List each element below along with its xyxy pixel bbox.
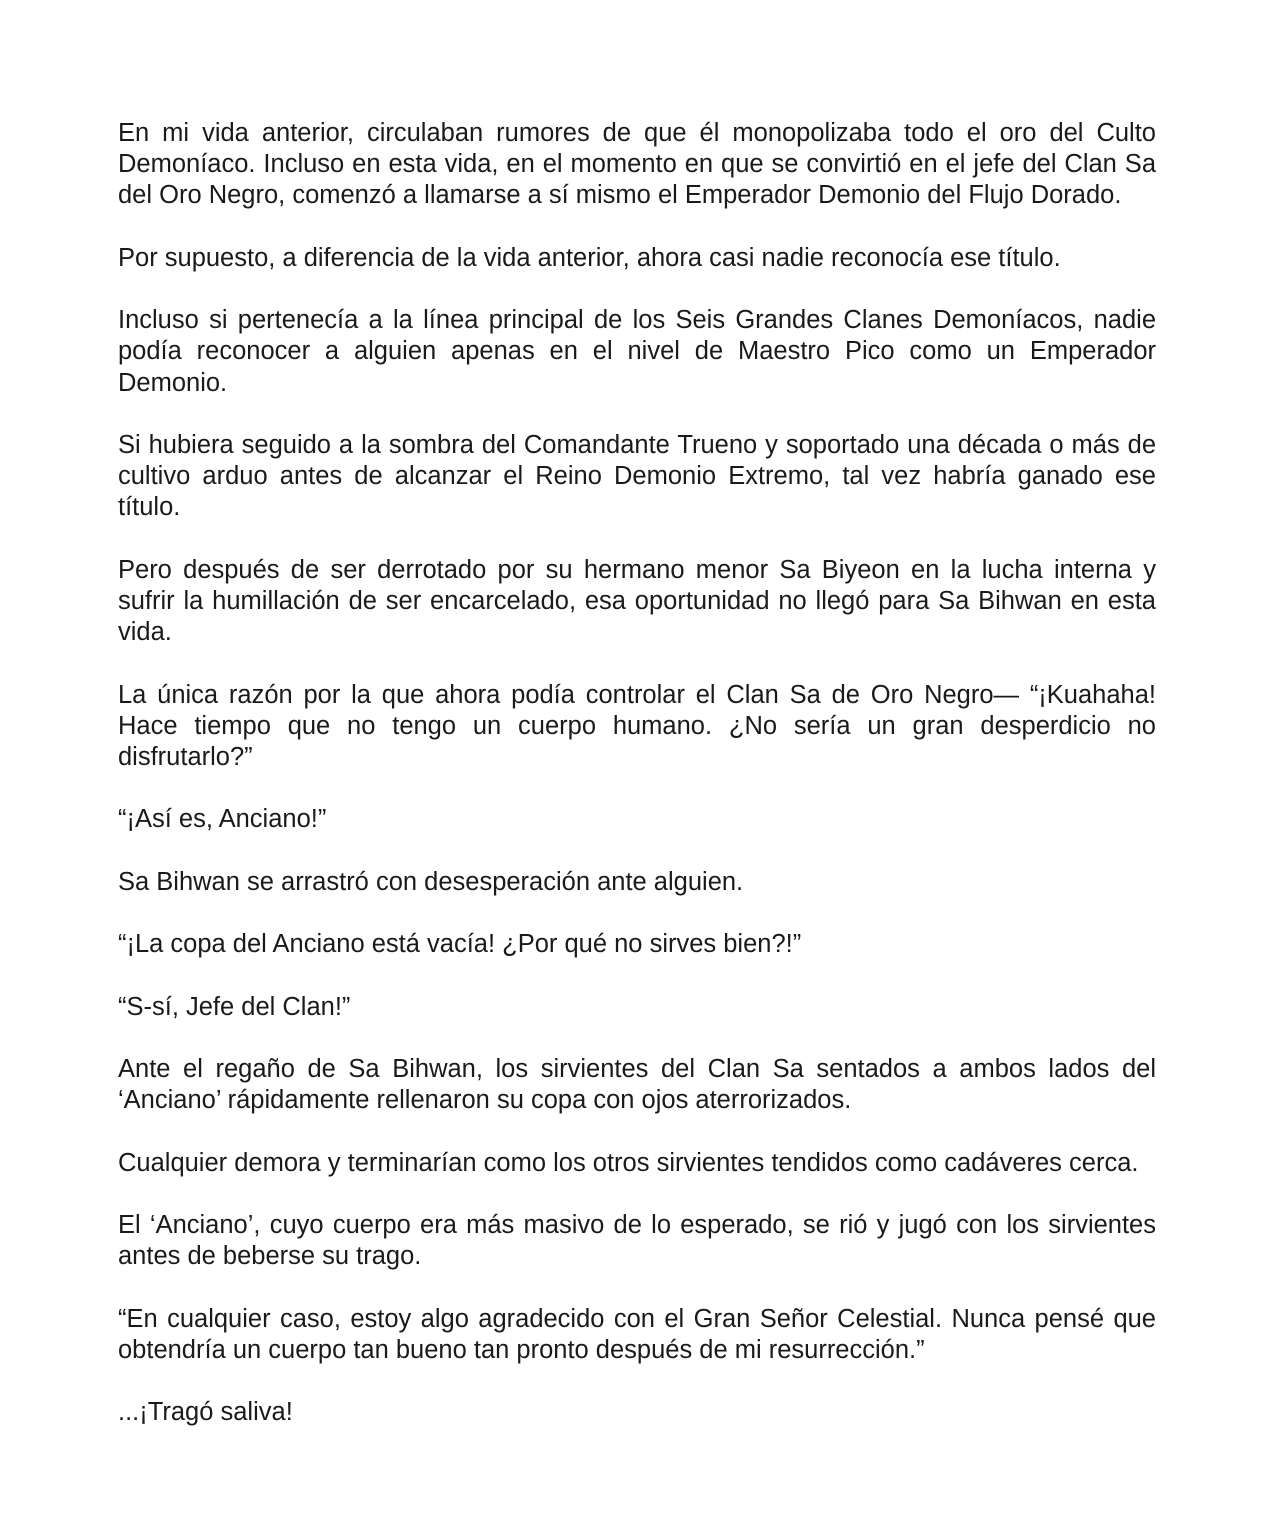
paragraph: Si hubiera seguido a la sombra del Comandante Trueno y soportado una década o más de cultivo arduo antes de alcanzar el Reino Demonio Extremo, tal vez habría ganado ese título. (118, 430, 1156, 522)
paragraph: Incluso si pertenecía a la línea principal de los Seis Grandes Clanes Demoníacos, nadie podía reconocer a alguien apenas en el nivel de Maestro Pico como un Emperador Demonio. (118, 306, 1156, 397)
paragraph: ...¡Tragó saliva! (118, 1398, 293, 1427)
paragraph: La única razón por la que ahora podía controlar el Clan Sa de Oro Negro— “¡Kuahaha! Hace tiempo que no tengo un cuerpo humano. ¿No sería un gran desperdicio no disfrutarlo?” (118, 680, 1156, 771)
paragraph: En mi vida anterior, circulaban rumores de que él monopolizaba todo el oro del Culto Demoníaco. Incluso en esta vida, en el momento en que se convirtió en el jefe del Clan Sa del Oro Negro, comenzó a llamarse a sí mismo el Emperador Demonio del Flujo Dorado. (118, 119, 1156, 210)
paragraph: Sa Bihwan se arrastró con desesperación ante alguien. (118, 867, 744, 896)
document-page (118, 118, 1156, 1428)
paragraph: “¡Así es, Anciano!” (118, 805, 327, 834)
paragraph: “¡La copa del Anciano está vacía! ¿Por qué no sirves bien?!” (118, 930, 802, 959)
paragraph: Pero después de ser derrotado por su hermano menor Sa Biyeon en la lucha interna y sufrir la humillación de ser encarcelado, esa oportunidad no llegó para Sa Bihwan en esta vida. (118, 555, 1156, 647)
paragraph: Cualquier demora y terminarían como los otros sirvientes tendidos como cadáveres cerca. (118, 1148, 1139, 1177)
paragraph: El ‘Anciano’, cuyo cuerpo era más masivo de lo esperado, se rió y jugó con los sirvientes antes de beberse su trago. (118, 1210, 1156, 1271)
paragraph: “S-sí, Jefe del Clan!” (118, 992, 351, 1021)
paragraph: “En cualquier caso, estoy algo agradecido con el Gran Señor Celestial. Nunca pensé que obtendría un cuerpo tan bueno tan pronto después de mi resurrección.” (118, 1304, 1156, 1364)
paragraph: Por supuesto, a diferencia de la vida anterior, ahora casi nadie reconocía ese título. (118, 243, 1061, 272)
paragraph: Ante el regaño de Sa Bihwan, los sirvientes del Clan Sa sentados a ambos lados del ‘Anciano’ rápidamente rellenaron su copa con ojos aterrorizados. (118, 1054, 1156, 1115)
